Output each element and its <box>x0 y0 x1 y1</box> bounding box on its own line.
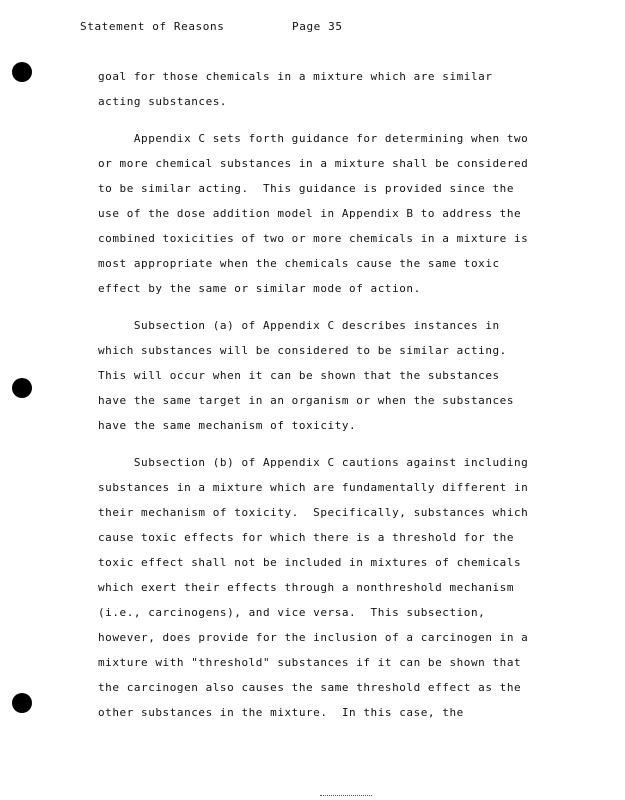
paragraph <box>98 313 558 438</box>
text-line: their mechanism of toxicity. Specifically, substances which <box>98 506 529 519</box>
binder-hole-mark <box>12 378 32 398</box>
text-line: goal for those chemicals in a mixture which are similar <box>98 70 493 83</box>
text-line: use of the dose addition model in Appendix B to address the <box>98 207 522 220</box>
text-line: effect by the same or similar mode of action. <box>98 282 421 295</box>
page-number: Page 35 <box>292 20 343 33</box>
text-line: acting substances. <box>98 95 228 108</box>
paragraph <box>98 64 558 114</box>
binder-hole-mark <box>12 62 32 82</box>
text-line: Appendix C sets forth guidance for determining when two <box>98 132 529 145</box>
text-line: Subsection (a) of Appendix C describes instances in <box>98 319 500 332</box>
text-line: mixture with "threshold" substances if it can be shown that <box>98 656 522 669</box>
text-line: have the same mechanism of toxicity. <box>98 419 357 432</box>
text-line: combined toxicities of two or more chemicals in a mixture is <box>98 232 529 245</box>
text-line: have the same target in an organism or when the substances <box>98 394 515 407</box>
text-line: which substances will be considered to be similar acting. <box>98 344 507 357</box>
text-line: Subsection (b) of Appendix C cautions against including <box>98 456 529 469</box>
text-line: most appropriate when the chemicals cause the same toxic <box>98 257 500 270</box>
paragraph <box>98 450 558 725</box>
text-line: other substances in the mixture. In this case, the <box>98 706 464 719</box>
document-title: Statement of Reasons <box>80 20 225 33</box>
text-line: substances in a mixture which are fundamentally different in <box>98 481 529 494</box>
text-line: This will occur when it can be shown that the substances <box>98 369 500 382</box>
text-line: to be similar acting. This guidance is provided since the <box>98 182 515 195</box>
text-line: however, does provide for the inclusion of a carcinogen in a <box>98 631 529 644</box>
text-line: (i.e., carcinogens), and vice versa. This subsection, <box>98 606 486 619</box>
text-line: the carcinogen also causes the same threshold effect as the <box>98 681 522 694</box>
text-line: which exert their effects through a nonthreshold mechanism <box>98 581 515 594</box>
text-line: cause toxic effects for which there is a threshold for the <box>98 531 515 544</box>
footer-mark <box>320 795 372 796</box>
paragraph <box>98 126 558 301</box>
text-line: toxic effect shall not be included in mixtures of chemicals <box>98 556 522 569</box>
text-line: or more chemical substances in a mixture shall be considered <box>98 157 529 170</box>
binder-hole-mark <box>12 693 32 713</box>
